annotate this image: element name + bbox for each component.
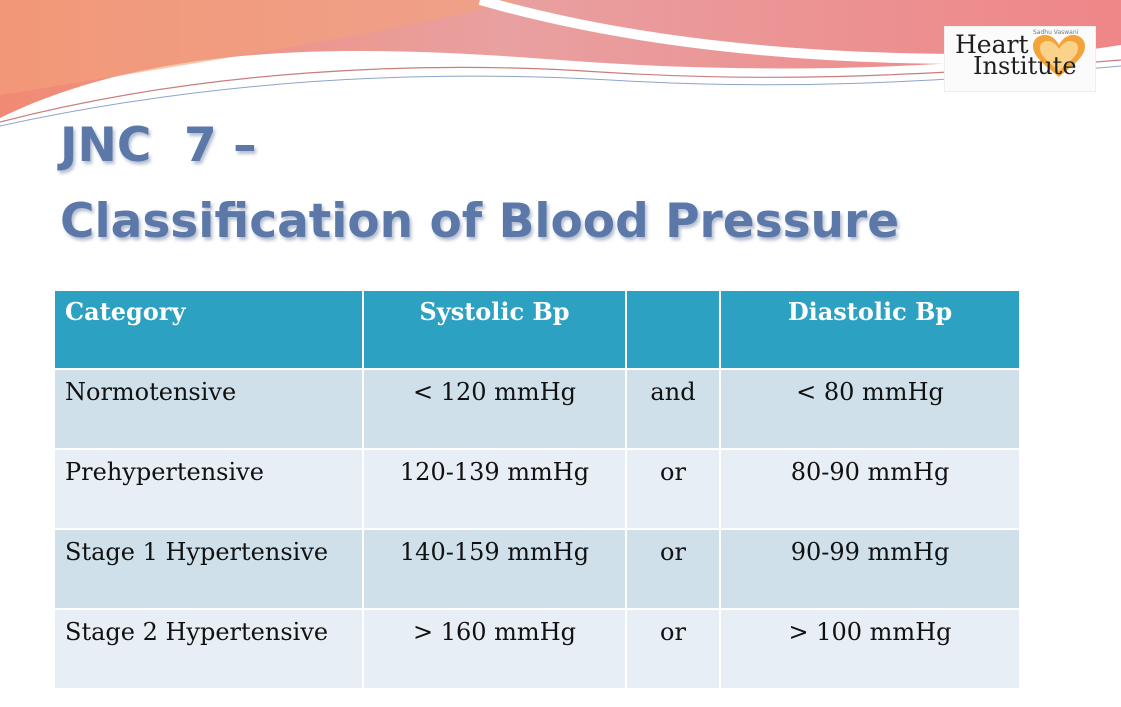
cell-systolic: 140-159 mmHg (363, 529, 626, 609)
table-row (54, 609, 1020, 689)
cell-connector: or (626, 529, 720, 609)
cell-category: Stage 2 Hypertensive (54, 609, 363, 689)
logo-line-institute: Institute (973, 52, 1077, 80)
header-connector (626, 290, 720, 369)
cell-systolic: > 160 mmHg (363, 609, 626, 689)
cell-systolic: < 120 mmHg (363, 369, 626, 449)
logo-line-heart: Heart (955, 30, 1029, 59)
bp-classification-table (53, 289, 1021, 690)
slide-title (60, 108, 899, 260)
cell-connector: or (626, 449, 720, 529)
cell-diastolic: < 80 mmHg (720, 369, 1020, 449)
table-row (54, 369, 1020, 449)
table-row (54, 449, 1020, 529)
title-line-1: JNC 7 – (60, 118, 257, 173)
table-row (54, 529, 1020, 609)
cell-diastolic: 80-90 mmHg (720, 449, 1020, 529)
table-header-row (54, 290, 1020, 369)
cell-systolic: 120-139 mmHg (363, 449, 626, 529)
cell-connector: and (626, 369, 720, 449)
cell-diastolic: > 100 mmHg (720, 609, 1020, 689)
cell-category: Prehypertensive (54, 449, 363, 529)
title-line-2: Classification of Blood Pressure (60, 194, 900, 249)
cell-category: Stage 1 Hypertensive (54, 529, 363, 609)
cell-category: Normotensive (54, 369, 363, 449)
header-category: Category (54, 290, 363, 369)
header-systolic: Systolic Bp (363, 290, 626, 369)
cell-connector: or (626, 609, 720, 689)
logo-tagline: Sadhu Vaswani (1033, 29, 1079, 36)
heart-institute-logo (944, 26, 1096, 92)
cell-diastolic: 90-99 mmHg (720, 529, 1020, 609)
header-diastolic: Diastolic Bp (720, 290, 1020, 369)
